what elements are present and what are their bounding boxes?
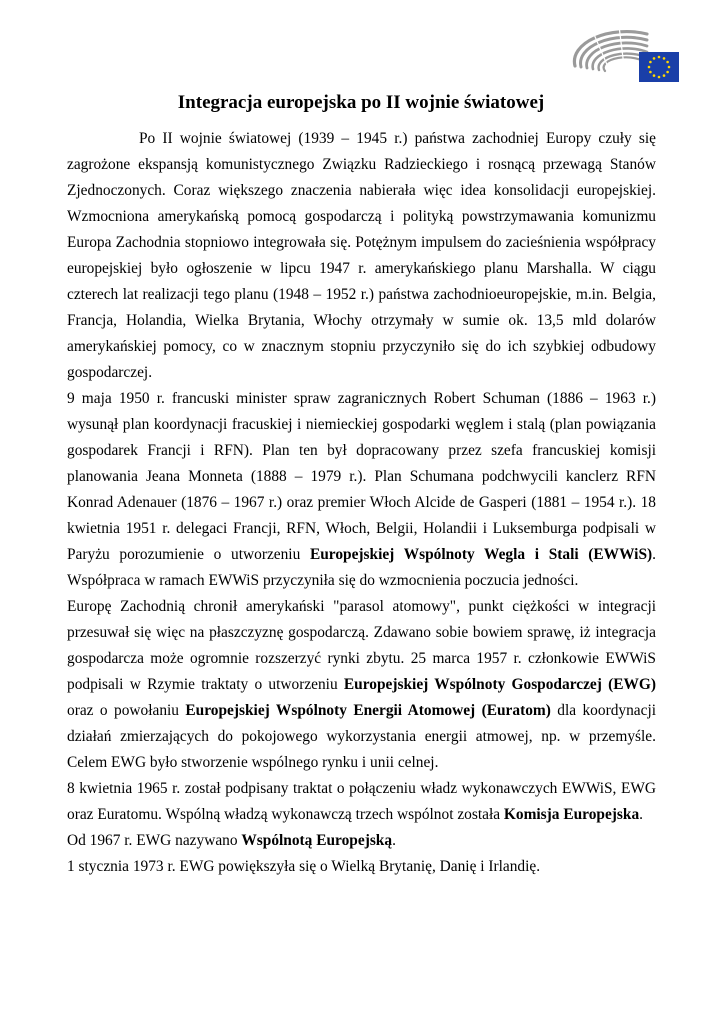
text-run: oraz o powołaniu: [67, 702, 186, 719]
paragraph-marshall-plan: [67, 126, 656, 386]
paragraph-european-community: [67, 828, 656, 854]
bold-term: Europejskiej Wspólnoty Gospodarczej (EWG): [343, 676, 656, 693]
text-run: 9 maja 1950 r. francuski minister spraw zagranicznych Robert Schuman (1886 – 1963 r.) wysunął plan koordynacji fracuskiej i niemieckiej gospodarki węglem i stalą (plan powiązania gospodarek Francji i RFN). Plan ten był dopracowany przez szefa francuskiej komisji planowania Jeana Monneta (1888 – 1979 r.). Plan Schumana podchwycili kanclerz RFN Konrad Adenauer (1876 – 1967 r.) oraz premier Włoch Alcide de Gasperi (1881 – 1954 r.). 18 kwietnia 1951 r. delegaci Francji, RFN, Włoch, Belgii, Holandii i Luksemburga podpisali w Paryżu porozumienie o utworzeniu: [67, 390, 656, 563]
text-run: 1 stycznia 1973 r. EWG powiększyła się o Wielką Brytanię, Danię i Irlandię.: [67, 858, 541, 875]
european-parliament-logo-icon: [571, 22, 683, 88]
text-run: Od 1967 r. EWG nazywano: [67, 832, 242, 849]
bold-term: Europejskiej Wspólnoty Energii Atomowej (Euratom): [185, 702, 551, 719]
paragraph-ecsc: [67, 386, 656, 594]
text-run: .: [392, 832, 396, 849]
bold-term: Wspólnotą Europejską: [241, 832, 393, 849]
text-run: Po II wojnie światowej (1939 – 1945 r.) państwa zachodniej Europy czuły się zagrożone ekspansją komunistycznego Związku Radzieckiego i rosnącą przewagą Stanów Zjednoczonych. Coraz większego znaczenia nabierała więc idea konsolidacji europejskiej. Wzmocniona amerykańską pomocą gospodarczą i polityką powstrzymawania komunizmu Europa Zachodnia stopniowo integrowała się. Potężnym impulsem do zacieśnienia współpracy europejskiej było ogłoszenie w lipcu 1947 r. amerykańskiego planu Marshalla. W ciągu czterech lat realizacji tego planu (1948 – 1952 r.) państwa zachodnioeuropejskie, m.in. Belgia, Francja, Holandia, Wielka Brytania, Włochy otrzymały w sumie ok. 13,5 mld dolarów amerykańskiej pomocy, co w znacznym stopniu przyczyniło się do ich szybkiej odbudowy gospodarczej.: [67, 130, 656, 381]
text-run: dla koordynacji działań zmierzających do pokojowego wykorzystania energii atmowej, np. w przemyśle. Celem EWG było stworzenie wspólnego rynku i unii celnej.: [67, 702, 656, 771]
bold-term: Europejskiej Wspólnoty Wegla i Stali (EWWiS): [309, 546, 653, 563]
text-run: Europę Zachodnią chronił amerykański "parasol atomowy", punkt ciężkości w integracji przesuwał się więc na płaszczyznę gospodarczą. Zdawano sobie bowiem sprawę, iż integracja gospodarcza może ogromnie rozszerzyć rynki zbytu. 25 marca 1957 r. członkowie EWWiS podpisali w Rzymie traktaty o utworzeniu: [67, 598, 656, 693]
page-title: Integracja europejska po II wojnie światowej: [177, 92, 545, 113]
text-run: .: [639, 806, 644, 823]
document-body: [67, 126, 656, 880]
paragraph-enlargement-1973: [67, 854, 656, 880]
paragraph-eec-euratom: [67, 594, 656, 776]
text-run: . Współpraca w ramach EWWiS przyczyniła się do wzmocnienia poczucia jedności.: [67, 546, 656, 589]
paragraph-merger-treaty: [67, 776, 656, 828]
text-run: 8 kwietnia 1965 r. został podpisany traktat o połączeniu władz wykonawczych EWWiS, EWG oraz Euratomu. Wspólną władzą wykonawczą trzech wspólnot została: [67, 780, 656, 823]
bold-term: Komisja Europejska: [503, 806, 640, 823]
